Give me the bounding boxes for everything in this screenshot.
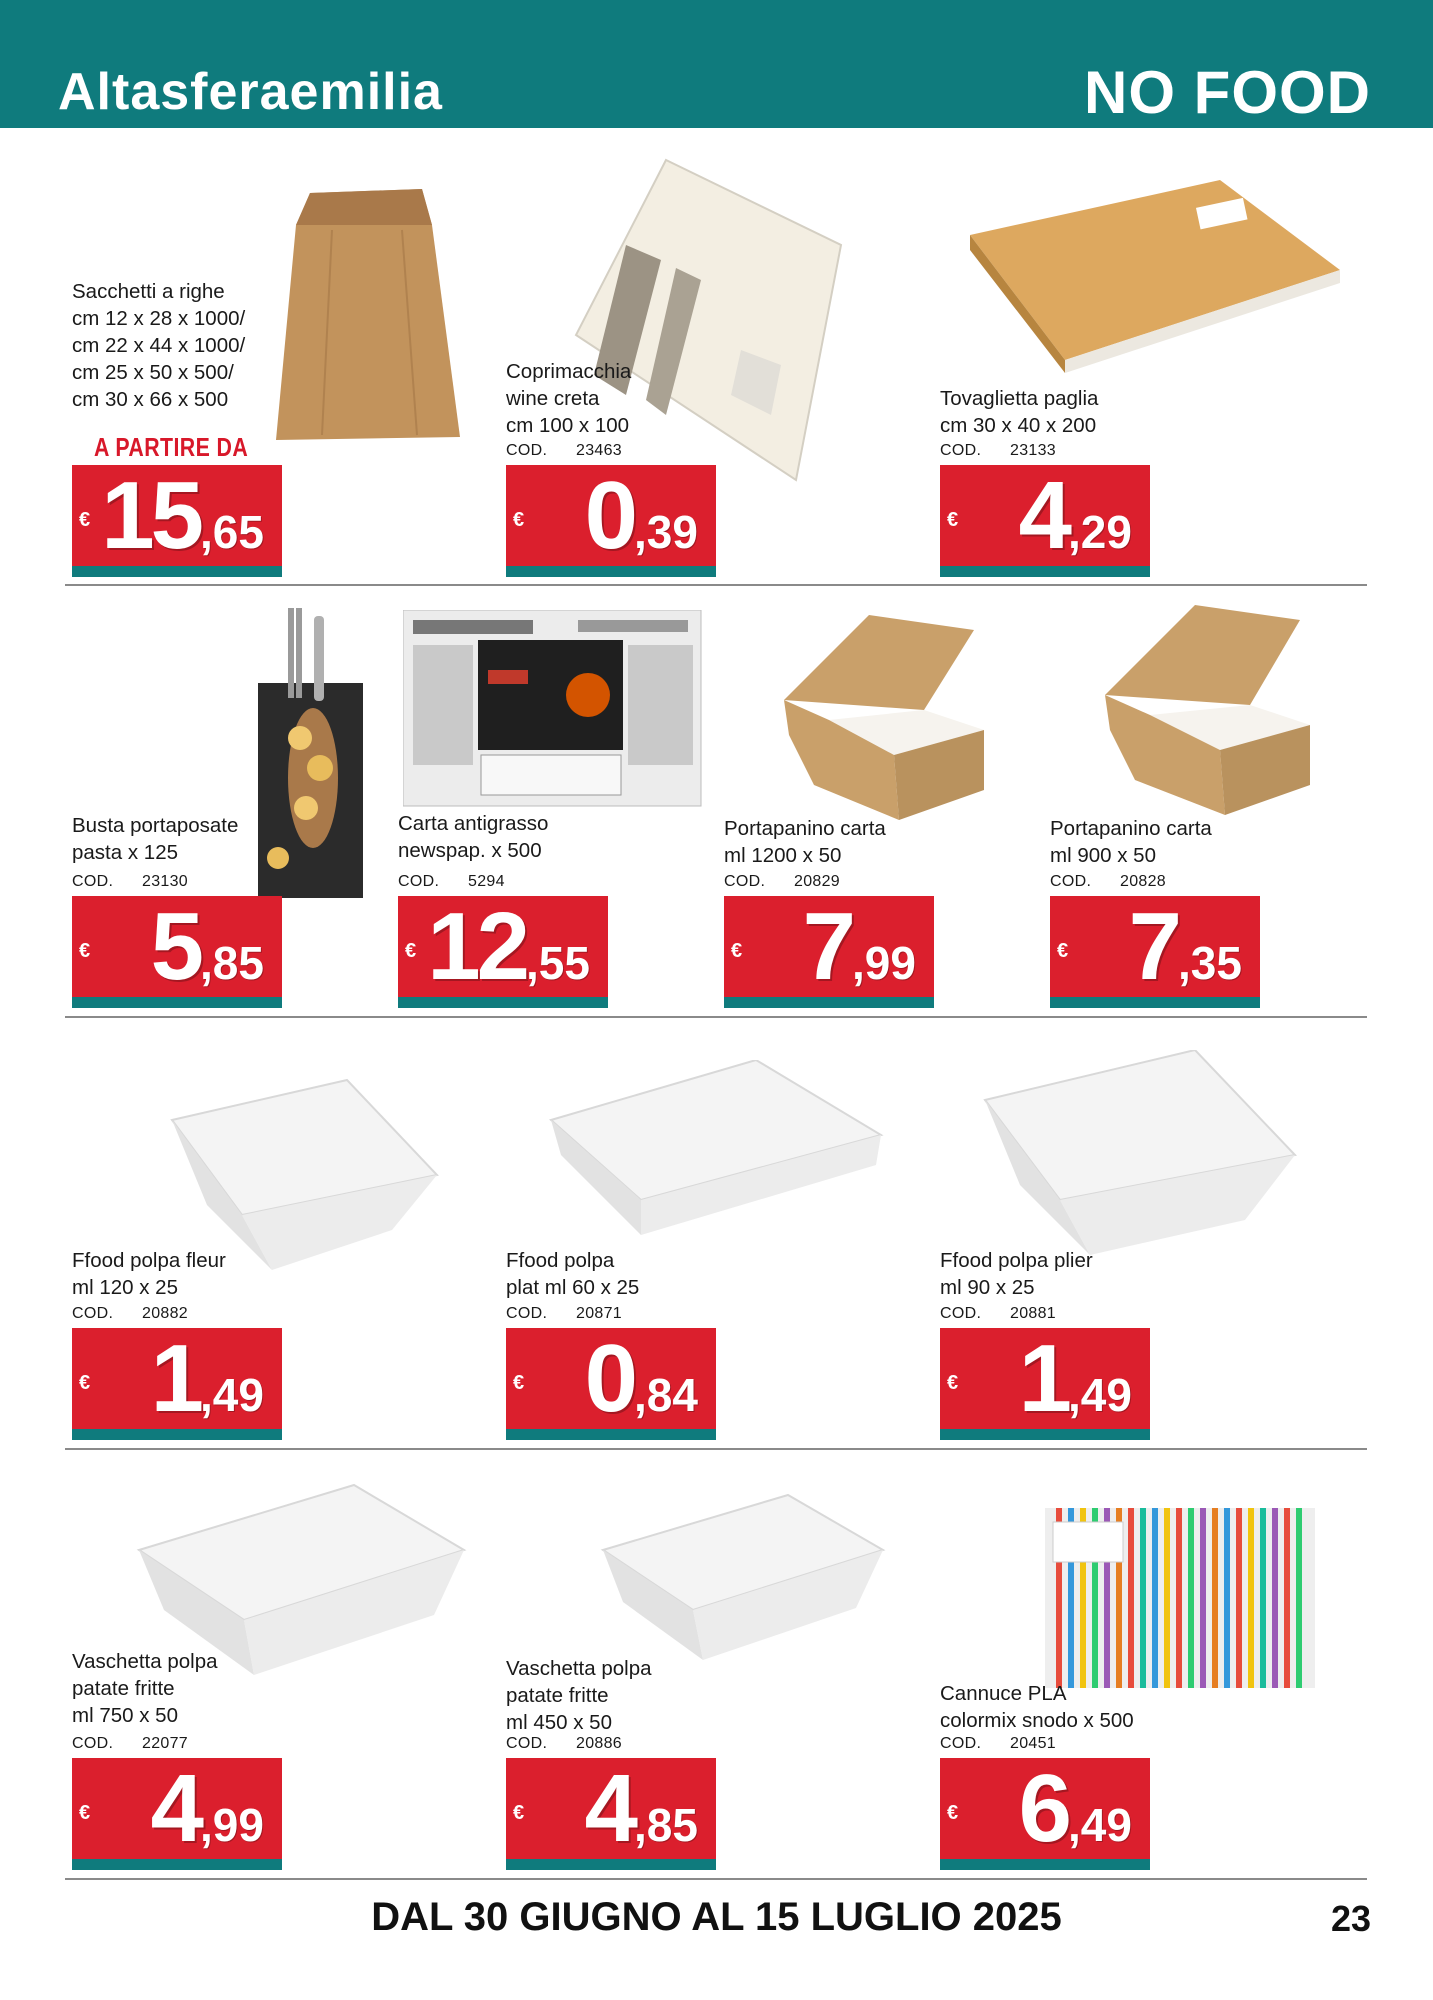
product-card-ffood-plat[interactable]: [506, 1040, 906, 1460]
price-tag: € 4 ,85: [506, 1758, 716, 1870]
product-description: Coprimacchia wine creta cm 100 x 100: [506, 360, 632, 437]
product-card-portapanino-900[interactable]: [1050, 600, 1433, 1020]
square-bowl-icon: [980, 1050, 1300, 1260]
cutlery-sleeve-icon: [258, 608, 368, 900]
paper-bag-icon: [272, 185, 462, 445]
price-tag: € 15 ,65: [72, 465, 282, 577]
square-bowl-icon: [167, 1065, 447, 1275]
product-code: COD. 23130: [72, 873, 188, 890]
product-code: COD. 20451: [940, 1735, 1056, 1752]
flat-tray-icon: [546, 1060, 886, 1240]
straws-pack-icon: [1045, 1508, 1317, 1693]
product-card-ffood-plier[interactable]: [940, 1040, 1340, 1460]
product-description: Ffood polpa plier ml 90 x 25: [940, 1249, 1093, 1299]
price-tag: € 1 ,49: [72, 1328, 282, 1440]
price-tag: € 4 ,99: [72, 1758, 282, 1870]
starting-from-label: A PARTIRE DA: [94, 432, 249, 462]
product-code: COD. 20886: [506, 1735, 622, 1752]
page-header: [0, 0, 1433, 128]
product-card-tovaglietta[interactable]: [940, 160, 1340, 580]
product-description: Busta portaposate pasta x 125: [72, 814, 239, 864]
product-code: COD. 23133: [940, 442, 1056, 459]
product-code: COD. 20828: [1050, 873, 1166, 890]
product-code: COD. 20882: [72, 1305, 188, 1322]
product-description: Portapanino carta ml 1200 x 50: [724, 817, 886, 867]
burger-box-icon: [774, 605, 1014, 825]
row-divider: [65, 1878, 1367, 1880]
product-description: Portapanino carta ml 900 x 50: [1050, 817, 1212, 867]
product-description: Vaschetta polpa patate fritte ml 450 x 50: [506, 1657, 652, 1734]
product-code: COD. 22077: [72, 1735, 188, 1752]
price-tag: € 6 ,49: [940, 1758, 1150, 1870]
placemat-pack-icon: [970, 175, 1350, 375]
product-card-sacchetti[interactable]: [72, 160, 472, 580]
product-card-ffood-fleur[interactable]: [72, 1040, 472, 1460]
brand-name: Altasferaemilia: [58, 63, 443, 121]
price-tag: € 7 ,35: [1050, 896, 1260, 1008]
product-code: COD. 5294: [398, 873, 505, 890]
product-description: Carta antigrasso newspap. x 500: [398, 812, 549, 862]
product-code: COD. 23463: [506, 442, 622, 459]
product-description: Cannuce PLA colormix snodo x 500: [940, 1682, 1134, 1732]
newspaper-paper-icon: [403, 610, 705, 810]
burger-box-icon: [1095, 595, 1345, 820]
product-code: COD. 20881: [940, 1305, 1056, 1322]
product-card-cannuce[interactable]: [940, 1470, 1340, 1890]
product-code: COD. 20829: [724, 873, 840, 890]
product-description: Ffood polpa plat ml 60 x 25: [506, 1249, 640, 1299]
page-number: 23: [1330, 1898, 1371, 1939]
product-description: Ffood polpa fleur ml 120 x 25: [72, 1249, 226, 1299]
section-title: NO FOOD: [1084, 59, 1371, 126]
product-card-vaschetta-750[interactable]: [72, 1470, 472, 1890]
product-description: Tovaglietta paglia cm 30 x 40 x 200: [940, 387, 1099, 437]
price-tag: € 12 ,55: [398, 896, 608, 1008]
offer-validity: DAL 30 GIUGNO AL 15 LUGLIO 2025: [371, 1895, 1062, 1939]
price-tag: € 0 ,84: [506, 1328, 716, 1440]
product-description: Sacchetti a righe cm 12 x 28 x 1000/ cm 22 x 44 x 1000/ cm 25 x 50 x 500/ cm 30 x 66 x 500: [72, 280, 246, 411]
price-tag: € 5 ,85: [72, 896, 282, 1008]
price-tag: € 4 ,29: [940, 465, 1150, 577]
product-card-coprimacchia[interactable]: [506, 160, 906, 580]
product-description: Vaschetta polpa patate fritte ml 750 x 50: [72, 1650, 218, 1727]
price-tag: € 1 ,49: [940, 1328, 1150, 1440]
price-tag: € 7 ,99: [724, 896, 934, 1008]
product-code: COD. 20871: [506, 1305, 622, 1322]
tablecloth-icon: [566, 150, 886, 490]
row-divider: [65, 1016, 1367, 1018]
row-divider: [65, 1448, 1367, 1450]
price-tag: € 0 ,39: [506, 465, 716, 577]
product-card-vaschetta-450[interactable]: [506, 1470, 906, 1890]
fries-tray-icon: [598, 1490, 888, 1665]
row-divider: [65, 584, 1367, 586]
